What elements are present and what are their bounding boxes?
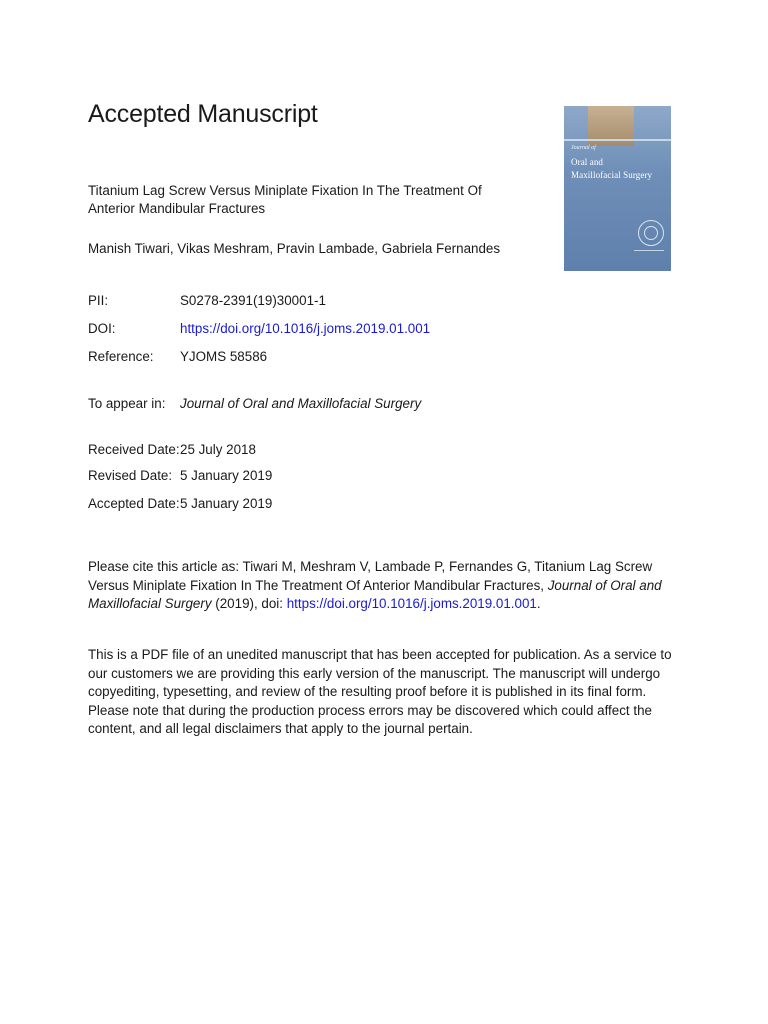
disclaimer-paragraph: This is a PDF file of an unedited manuscript that has been accepted for publication. As a service to our customers we are providing this early version of the manuscript. The manuscript will undergo copyediting, typesetting, and review of the resulting proof before it is published in its final form. Please note that during the production process errors may be discovered which could affect the content, and all legal disclaimers that apply to the journal pertain. [88, 647, 672, 736]
page-heading: Accepted Manuscript [88, 100, 318, 128]
revised-date-label: Revised Date: [88, 468, 173, 483]
revised-date-value: 5 January 2019 [180, 468, 273, 483]
accepted-date-label: Accepted Date: [88, 496, 180, 511]
received-date-label: Received Date: [88, 442, 180, 457]
accepted-date-value: 5 January 2019 [180, 496, 273, 511]
pii-value: S0278-2391(19)30001-1 [180, 293, 326, 308]
citation-year-doi: (2019), doi: [211, 596, 287, 611]
cover-seal-icon [638, 220, 664, 246]
cover-title-line-1: Oral and [571, 157, 604, 167]
doi-row [88, 320, 430, 338]
to-appear-row [88, 395, 421, 413]
to-appear-label: To appear in: [88, 396, 166, 411]
cover-divider [564, 139, 671, 141]
cover-journal-of: Journal of [571, 145, 596, 151]
reference-label: Reference: [88, 349, 154, 364]
citation-text: Please cite this article as: Tiwari M, Meshram V, Lambade P, Fernandes G, Titanium Lag Screw Versus Miniplate Fixation In The Treatment Of Anterior Mandibular Fractures, [88, 559, 653, 593]
accepted-date-row [88, 495, 272, 513]
doi-label: DOI: [88, 321, 116, 336]
pii-label: PII: [88, 293, 109, 308]
citation-end: . [536, 596, 541, 611]
journal-cover-image [564, 106, 671, 271]
reference-value: YJOMS 58586 [180, 349, 268, 364]
received-date-row [88, 441, 256, 459]
citation-journal: Journal of Oral and Maxillofacial Surgery [88, 577, 662, 611]
to-appear-journal: Journal of Oral and Maxillofacial Surgery [180, 396, 422, 411]
author-list: Manish Tiwari, Vikas Meshram, Pravin Lambade, Gabriela Fernandes [88, 241, 501, 256]
received-date-value: 25 July 2018 [180, 442, 256, 457]
citation-paragraph [88, 558, 678, 614]
revised-date-row [88, 467, 272, 485]
article-title: Titanium Lag Screw Versus Miniplate Fixation In The Treatment Of Anterior Mandibular Fractures [88, 183, 482, 216]
citation-doi-link[interactable]: https://doi.org/10.1016/j.joms.2019.01.001 [286, 596, 537, 611]
cover-title-line-2: Maxillofacial Surgery [571, 170, 653, 180]
pii-row [88, 292, 326, 310]
doi-link[interactable]: https://doi.org/10.1016/j.joms.2019.01.001 [180, 321, 431, 336]
cover-footer-rule [634, 250, 664, 261]
reference-row [88, 348, 267, 366]
